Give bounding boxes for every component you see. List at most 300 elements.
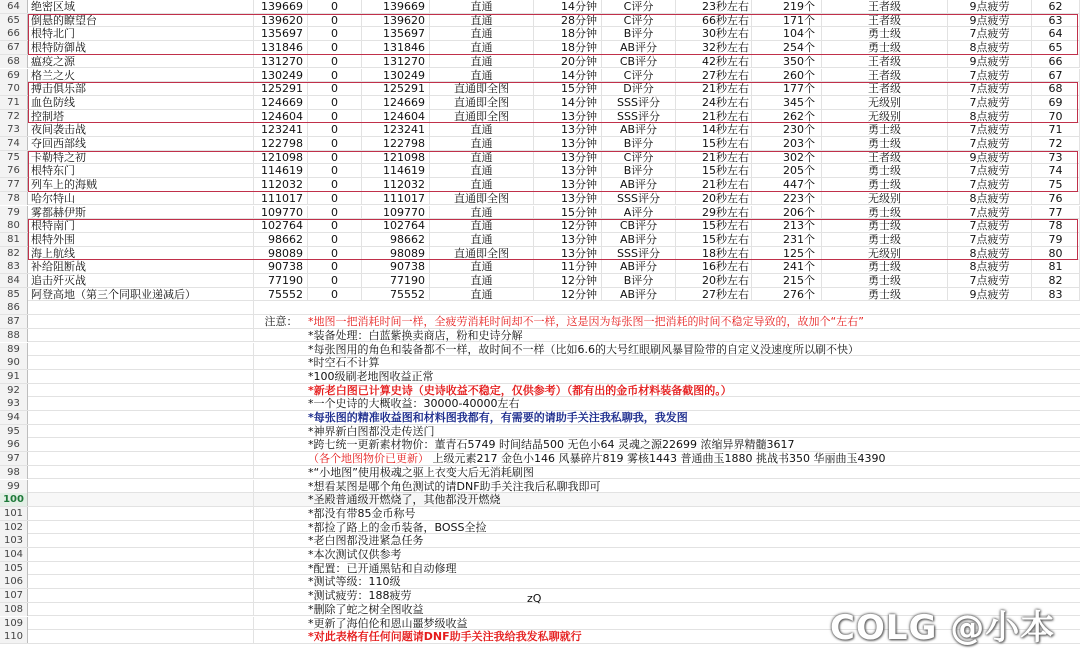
map-name-cell[interactable]: 格兰之火 — [28, 69, 254, 82]
empty-cell[interactable] — [28, 397, 254, 410]
map-name-cell[interactable]: 列车上的海贼 — [28, 178, 254, 191]
tier-cell[interactable]: 勇士级 — [822, 274, 948, 287]
note-text[interactable]: *100级刷老地图收益正常 — [308, 369, 434, 383]
mode-cell[interactable]: 直通 — [430, 55, 534, 68]
grade-cell[interactable]: SSS评分 — [602, 247, 676, 260]
tier-cell[interactable]: 勇士级 — [822, 260, 948, 273]
value-cell[interactable]: 139620 — [254, 14, 308, 27]
row-header[interactable]: 69 — [0, 69, 28, 82]
duration-cell[interactable]: 15分钟 — [534, 206, 602, 219]
grade-cell[interactable]: B评分 — [602, 274, 676, 287]
rank-cell[interactable]: 70 — [1032, 110, 1080, 123]
fatigue-cell[interactable]: 9点疲劳 — [948, 151, 1032, 164]
empty-cell[interactable] — [28, 617, 254, 630]
total-cell[interactable]: 77190 — [362, 274, 430, 287]
hits-cell[interactable]: 171个 — [752, 14, 822, 27]
fatigue-cell[interactable]: 7点疲劳 — [948, 69, 1032, 82]
hits-cell[interactable]: 260个 — [752, 69, 822, 82]
hits-cell[interactable]: 219个 — [752, 0, 822, 13]
zero-cell[interactable]: 0 — [308, 192, 362, 205]
hits-cell[interactable]: 302个 — [752, 151, 822, 164]
tier-cell[interactable]: 无级别 — [822, 192, 948, 205]
map-name-cell[interactable]: 阿登高地（第三个同职业递减后） — [28, 288, 254, 301]
note-text[interactable]: *圣殿普通级开燃烧了，其他都没开燃烧 — [308, 493, 501, 507]
map-name-cell[interactable]: 搏击俱乐部 — [28, 82, 254, 95]
note-text[interactable]: *测试疲劳：188疲劳 — [308, 589, 412, 603]
row-header[interactable]: 92 — [0, 384, 28, 397]
map-name-cell[interactable]: 追击歼灭战 — [28, 274, 254, 287]
duration-cell[interactable]: 12分钟 — [534, 219, 602, 232]
fatigue-cell[interactable]: 7点疲劳 — [948, 27, 1032, 40]
map-name-cell[interactable]: 补给阻断战 — [28, 260, 254, 273]
empty-cell[interactable] — [28, 521, 254, 534]
fatigue-cell[interactable]: 9点疲劳 — [948, 0, 1032, 13]
mode-cell[interactable]: 直通 — [430, 206, 534, 219]
duration-cell[interactable]: 20分钟 — [534, 55, 602, 68]
zero-cell[interactable]: 0 — [308, 14, 362, 27]
row-header[interactable]: 93 — [0, 397, 28, 410]
row-header[interactable]: 83 — [0, 260, 28, 273]
total-cell[interactable]: 90738 — [362, 260, 430, 273]
zero-cell[interactable]: 0 — [308, 137, 362, 150]
row-header[interactable]: 94 — [0, 411, 28, 424]
grade-cell[interactable]: C评分 — [602, 14, 676, 27]
mode-cell[interactable]: 直通 — [430, 27, 534, 40]
value-cell[interactable]: 112032 — [254, 178, 308, 191]
total-cell[interactable]: 131270 — [362, 55, 430, 68]
note-text[interactable]: *配置：已开通黑钻和自动修理 — [308, 561, 457, 575]
zero-cell[interactable]: 0 — [308, 206, 362, 219]
value-cell[interactable]: 135697 — [254, 27, 308, 40]
fatigue-cell[interactable]: 7点疲劳 — [948, 233, 1032, 246]
clear-time-cell[interactable]: 24秒左右 — [676, 96, 752, 109]
map-name-cell[interactable]: 海上航线 — [28, 247, 254, 260]
map-name-cell[interactable]: 绝密区域 — [28, 0, 254, 13]
value-cell[interactable]: 102764 — [254, 219, 308, 232]
value-cell[interactable]: 90738 — [254, 260, 308, 273]
row-header[interactable]: 81 — [0, 233, 28, 246]
mode-cell[interactable]: 直通 — [430, 219, 534, 232]
total-cell[interactable]: 131846 — [362, 41, 430, 54]
note-text[interactable]: *每张图用的角色和装备都不一样，故时间不一样（比如6.6的大号红眼刷风暴冒险带的自定义没速度所以刷不快） — [308, 342, 859, 356]
tier-cell[interactable]: 王者级 — [822, 69, 948, 82]
row-header[interactable]: 71 — [0, 96, 28, 109]
rank-cell[interactable]: 79 — [1032, 233, 1080, 246]
clear-time-cell[interactable]: 14秒左右 — [676, 123, 752, 136]
zero-cell[interactable]: 0 — [308, 123, 362, 136]
rank-cell[interactable]: 73 — [1032, 151, 1080, 164]
zero-cell[interactable]: 0 — [308, 27, 362, 40]
rank-cell[interactable]: 77 — [1032, 206, 1080, 219]
value-cell[interactable]: 131846 — [254, 41, 308, 54]
clear-time-cell[interactable]: 23秒左右 — [676, 0, 752, 13]
fatigue-cell[interactable]: 7点疲劳 — [948, 82, 1032, 95]
tier-cell[interactable]: 勇士级 — [822, 137, 948, 150]
row-header[interactable]: 67 — [0, 41, 28, 54]
value-cell[interactable]: 122798 — [254, 137, 308, 150]
fatigue-cell[interactable]: 8点疲劳 — [948, 247, 1032, 260]
clear-time-cell[interactable]: 27秒左右 — [676, 69, 752, 82]
rank-cell[interactable]: 75 — [1032, 178, 1080, 191]
hits-cell[interactable]: 230个 — [752, 123, 822, 136]
clear-time-cell[interactable]: 30秒左右 — [676, 27, 752, 40]
empty-cell[interactable] — [28, 534, 254, 547]
grade-cell[interactable]: D评分 — [602, 82, 676, 95]
map-name-cell[interactable]: 血色防线 — [28, 96, 254, 109]
mode-cell[interactable]: 直通 — [430, 14, 534, 27]
mode-cell[interactable]: 直通即全图 — [430, 247, 534, 260]
note-text[interactable]: *时空石不计算 — [308, 356, 380, 370]
note-text[interactable]: *新老白图已计算史诗（史诗收益不稳定，仅供参考）（都有出的金币材料装备截图的。） — [308, 383, 732, 397]
grade-cell[interactable]: CB评分 — [602, 219, 676, 232]
row-header[interactable]: 72 — [0, 110, 28, 123]
map-name-cell[interactable]: 根特东门 — [28, 164, 254, 177]
rank-cell[interactable]: 74 — [1032, 164, 1080, 177]
rank-cell[interactable]: 62 — [1032, 0, 1080, 13]
total-cell[interactable]: 135697 — [362, 27, 430, 40]
duration-cell[interactable]: 12分钟 — [534, 288, 602, 301]
note-text[interactable] — [308, 301, 1080, 314]
empty-cell[interactable] — [28, 603, 254, 616]
tier-cell[interactable]: 勇士级 — [822, 123, 948, 136]
row-header[interactable]: 95 — [0, 425, 28, 438]
hits-cell[interactable]: 125个 — [752, 247, 822, 260]
total-cell[interactable]: 139669 — [362, 0, 430, 13]
clear-time-cell[interactable]: 21秒左右 — [676, 82, 752, 95]
mode-cell[interactable]: 直通 — [430, 288, 534, 301]
note-text[interactable]: *地图一把消耗时间一样，全疲劳消耗时间却不一样，这是因为每张图一把消耗的时间不稳定导致的，故加个“左右” — [308, 315, 864, 329]
map-name-cell[interactable]: 控制塔 — [28, 110, 254, 123]
duration-cell[interactable]: 14分钟 — [534, 96, 602, 109]
value-cell[interactable]: 125291 — [254, 82, 308, 95]
grade-cell[interactable]: SSS评分 — [602, 192, 676, 205]
value-cell[interactable]: 131270 — [254, 55, 308, 68]
empty-cell[interactable] — [28, 630, 254, 643]
note-text[interactable]: *一个史诗的大概收益：30000-40000左右 — [308, 397, 520, 411]
grade-cell[interactable]: B评分 — [602, 137, 676, 150]
zero-cell[interactable]: 0 — [308, 110, 362, 123]
row-header[interactable]: 90 — [0, 356, 28, 369]
duration-cell[interactable]: 14分钟 — [534, 69, 602, 82]
hits-cell[interactable]: 104个 — [752, 27, 822, 40]
map-name-cell[interactable]: 夜间袭击战 — [28, 123, 254, 136]
fatigue-cell[interactable]: 7点疲劳 — [948, 274, 1032, 287]
mode-cell[interactable]: 直通即全图 — [430, 110, 534, 123]
tier-cell[interactable]: 王者级 — [822, 82, 948, 95]
mode-cell[interactable]: 直通 — [430, 274, 534, 287]
total-cell[interactable]: 139620 — [362, 14, 430, 27]
row-header[interactable]: 70 — [0, 82, 28, 95]
row-header[interactable]: 98 — [0, 466, 28, 479]
note-text[interactable]: *每张图的精准收益图和材料图我都有，有需要的请助手关注我私聊我，我发图 — [308, 411, 688, 424]
total-cell[interactable]: 124604 — [362, 110, 430, 123]
clear-time-cell[interactable]: 27秒左右 — [676, 288, 752, 301]
clear-time-cell[interactable]: 20秒左右 — [676, 192, 752, 205]
rank-cell[interactable]: 81 — [1032, 260, 1080, 273]
grade-cell[interactable]: AB评分 — [602, 288, 676, 301]
clear-time-cell[interactable]: 16秒左右 — [676, 260, 752, 273]
total-cell[interactable]: 112032 — [362, 178, 430, 191]
note-text[interactable]: *本次测试仅供参考 — [308, 548, 402, 561]
row-header[interactable]: 107 — [0, 589, 28, 602]
hits-cell[interactable]: 350个 — [752, 55, 822, 68]
hits-cell[interactable]: 215个 — [752, 274, 822, 287]
rank-cell[interactable]: 64 — [1032, 27, 1080, 40]
tier-cell[interactable]: 勇士级 — [822, 233, 948, 246]
hits-cell[interactable]: 447个 — [752, 178, 822, 191]
fatigue-cell[interactable]: 7点疲劳 — [948, 178, 1032, 191]
value-cell[interactable]: 139669 — [254, 0, 308, 13]
row-header[interactable]: 64 — [0, 0, 28, 13]
map-name-cell[interactable]: 倒悬的瞭望台 — [28, 14, 254, 27]
mode-cell[interactable]: 直通 — [430, 0, 534, 13]
row-header[interactable]: 99 — [0, 480, 28, 493]
duration-cell[interactable]: 13分钟 — [534, 233, 602, 246]
hits-cell[interactable]: 262个 — [752, 110, 822, 123]
map-name-cell[interactable]: 根特外围 — [28, 233, 254, 246]
note-text[interactable] — [308, 452, 1080, 465]
fatigue-cell[interactable]: 7点疲劳 — [948, 206, 1032, 219]
row-header[interactable]: 97 — [0, 452, 28, 465]
clear-time-cell[interactable]: 21秒左右 — [676, 151, 752, 164]
total-cell[interactable]: 111017 — [362, 192, 430, 205]
total-cell[interactable]: 123241 — [362, 123, 430, 136]
tier-cell[interactable]: 王者级 — [822, 55, 948, 68]
clear-time-cell[interactable]: 15秒左右 — [676, 137, 752, 150]
mode-cell[interactable]: 直通 — [430, 41, 534, 54]
duration-cell[interactable]: 28分钟 — [534, 14, 602, 27]
empty-cell[interactable] — [28, 384, 254, 397]
zero-cell[interactable]: 0 — [308, 0, 362, 13]
empty-cell[interactable] — [28, 425, 254, 438]
mode-cell[interactable]: 直通 — [430, 233, 534, 246]
notes-label[interactable]: 注意： — [264, 315, 298, 329]
row-header[interactable]: 77 — [0, 178, 28, 191]
grade-cell[interactable]: C评分 — [602, 0, 676, 13]
fatigue-cell[interactable]: 9点疲劳 — [948, 55, 1032, 68]
grade-cell[interactable]: AB评分 — [602, 178, 676, 191]
fatigue-cell[interactable]: 9点疲劳 — [948, 288, 1032, 301]
hits-cell[interactable]: 177个 — [752, 82, 822, 95]
row-header[interactable]: 86 — [0, 301, 28, 314]
tier-cell[interactable]: 勇士级 — [822, 27, 948, 40]
duration-cell[interactable]: 13分钟 — [534, 137, 602, 150]
row-header[interactable]: 74 — [0, 137, 28, 150]
duration-cell[interactable]: 13分钟 — [534, 123, 602, 136]
row-header[interactable]: 102 — [0, 521, 28, 534]
zero-cell[interactable]: 0 — [308, 178, 362, 191]
zero-cell[interactable]: 0 — [308, 260, 362, 273]
rank-cell[interactable]: 72 — [1032, 137, 1080, 150]
zero-cell[interactable]: 0 — [308, 69, 362, 82]
mode-cell[interactable]: 直通即全图 — [430, 96, 534, 109]
mode-cell[interactable]: 直通 — [430, 260, 534, 273]
total-cell[interactable]: 102764 — [362, 219, 430, 232]
hits-cell[interactable]: 203个 — [752, 137, 822, 150]
hits-cell[interactable]: 231个 — [752, 233, 822, 246]
empty-cell[interactable] — [28, 356, 254, 369]
note-text[interactable]: *测试等级：110级 — [308, 575, 401, 589]
hits-cell[interactable]: 205个 — [752, 164, 822, 177]
note-text[interactable]: *装备处理：白蓝紫换卖商店，粉和史诗分解 — [308, 328, 523, 342]
empty-cell[interactable] — [28, 438, 254, 451]
fatigue-cell[interactable]: 8点疲劳 — [948, 41, 1032, 54]
empty-cell[interactable] — [28, 575, 254, 588]
row-header[interactable]: 65 — [0, 14, 28, 27]
duration-cell[interactable]: 18分钟 — [534, 41, 602, 54]
tier-cell[interactable]: 勇士级 — [822, 219, 948, 232]
row-header[interactable]: 101 — [0, 507, 28, 520]
map-name-cell[interactable]: 瘟疫之源 — [28, 55, 254, 68]
row-header[interactable]: 80 — [0, 219, 28, 232]
clear-time-cell[interactable]: 15秒左右 — [676, 233, 752, 246]
mode-cell[interactable]: 直通 — [430, 164, 534, 177]
empty-cell[interactable] — [28, 452, 254, 465]
tier-cell[interactable]: 勇士级 — [822, 288, 948, 301]
clear-time-cell[interactable]: 20秒左右 — [676, 274, 752, 287]
map-name-cell[interactable]: 根特南门 — [28, 219, 254, 232]
row-header[interactable]: 87 — [0, 315, 28, 328]
fatigue-cell[interactable]: 7点疲劳 — [948, 219, 1032, 232]
clear-time-cell[interactable]: 18秒左右 — [676, 247, 752, 260]
total-cell[interactable]: 114619 — [362, 164, 430, 177]
tier-cell[interactable]: 勇士级 — [822, 178, 948, 191]
duration-cell[interactable]: 13分钟 — [534, 178, 602, 191]
value-cell[interactable]: 124669 — [254, 96, 308, 109]
fatigue-cell[interactable]: 8点疲劳 — [948, 110, 1032, 123]
clear-time-cell[interactable]: 32秒左右 — [676, 41, 752, 54]
clear-time-cell[interactable]: 66秒左右 — [676, 14, 752, 27]
row-header[interactable]: 89 — [0, 343, 28, 356]
value-cell[interactable]: 114619 — [254, 164, 308, 177]
row-header[interactable]: 108 — [0, 603, 28, 616]
empty-cell[interactable] — [28, 370, 254, 383]
hits-cell[interactable]: 345个 — [752, 96, 822, 109]
value-cell[interactable]: 109770 — [254, 206, 308, 219]
duration-cell[interactable]: 15分钟 — [534, 82, 602, 95]
value-cell[interactable]: 98089 — [254, 247, 308, 260]
zero-cell[interactable]: 0 — [308, 82, 362, 95]
value-cell[interactable]: 123241 — [254, 123, 308, 136]
row-header[interactable]: 75 — [0, 151, 28, 164]
total-cell[interactable]: 122798 — [362, 137, 430, 150]
rank-cell[interactable]: 76 — [1032, 192, 1080, 205]
grade-cell[interactable]: AB评分 — [602, 41, 676, 54]
note-text[interactable]: *都捡了路上的金币装备，BOSS全捡 — [308, 520, 487, 534]
empty-cell[interactable] — [28, 329, 254, 342]
tier-cell[interactable]: 王者级 — [822, 151, 948, 164]
empty-cell[interactable] — [28, 507, 254, 520]
row-header[interactable]: 76 — [0, 164, 28, 177]
rank-cell[interactable]: 65 — [1032, 41, 1080, 54]
row-header[interactable]: 66 — [0, 27, 28, 40]
duration-cell[interactable]: 12分钟 — [534, 274, 602, 287]
total-cell[interactable]: 75552 — [362, 288, 430, 301]
tier-cell[interactable]: 王者级 — [822, 0, 948, 13]
note-text[interactable]: *跨七统一更新素材物价：董青石5749 时间结晶500 无色小64 灵魂之源22699 浓缩异界精髓3617 — [308, 438, 795, 452]
value-cell[interactable]: 98662 — [254, 233, 308, 246]
grade-cell[interactable]: B评分 — [602, 164, 676, 177]
rank-cell[interactable]: 83 — [1032, 288, 1080, 301]
total-cell[interactable]: 125291 — [362, 82, 430, 95]
fatigue-cell[interactable]: 7点疲劳 — [948, 96, 1032, 109]
value-cell[interactable]: 121098 — [254, 151, 308, 164]
hits-cell[interactable]: 223个 — [752, 192, 822, 205]
row-header[interactable]: 88 — [0, 329, 28, 342]
duration-cell[interactable]: 14分钟 — [534, 0, 602, 13]
mode-cell[interactable]: 直通即全图 — [430, 192, 534, 205]
zero-cell[interactable]: 0 — [308, 233, 362, 246]
grade-cell[interactable]: C评分 — [602, 151, 676, 164]
zero-cell[interactable]: 0 — [308, 288, 362, 301]
fatigue-cell[interactable]: 7点疲劳 — [948, 164, 1032, 177]
mode-cell[interactable]: 直通即全图 — [430, 82, 534, 95]
rank-cell[interactable]: 78 — [1032, 219, 1080, 232]
tier-cell[interactable]: 王者级 — [822, 14, 948, 27]
empty-cell[interactable] — [28, 466, 254, 479]
empty-cell[interactable] — [28, 301, 254, 314]
row-header[interactable]: 100 — [0, 493, 28, 506]
note-text[interactable]: *“小地图”使用极魂之驱上衣变大后无消耗刷图 — [308, 465, 534, 479]
note-text[interactable]: *神界新白图都没走传送门 — [308, 424, 435, 438]
clear-time-cell[interactable]: 21秒左右 — [676, 110, 752, 123]
duration-cell[interactable]: 13分钟 — [534, 164, 602, 177]
grade-cell[interactable]: AB评分 — [602, 123, 676, 136]
rank-cell[interactable]: 66 — [1032, 55, 1080, 68]
hits-cell[interactable]: 206个 — [752, 206, 822, 219]
total-cell[interactable]: 98089 — [362, 247, 430, 260]
tier-cell[interactable]: 勇士级 — [822, 41, 948, 54]
rank-cell[interactable]: 63 — [1032, 14, 1080, 27]
row-header[interactable]: 96 — [0, 438, 28, 451]
mode-cell[interactable]: 直通 — [430, 137, 534, 150]
grade-cell[interactable]: SSS评分 — [602, 110, 676, 123]
total-cell[interactable]: 109770 — [362, 206, 430, 219]
clear-time-cell[interactable]: 15秒左右 — [676, 219, 752, 232]
mode-cell[interactable]: 直通 — [430, 178, 534, 191]
tier-cell[interactable]: 勇士级 — [822, 206, 948, 219]
empty-cell[interactable] — [28, 548, 254, 561]
hits-cell[interactable]: 241个 — [752, 260, 822, 273]
zero-cell[interactable]: 0 — [308, 151, 362, 164]
mode-cell[interactable]: 直通 — [430, 151, 534, 164]
row-header[interactable]: 109 — [0, 617, 28, 630]
row-header[interactable]: 78 — [0, 192, 28, 205]
map-name-cell[interactable]: 夺回西部线 — [28, 137, 254, 150]
row-header[interactable]: 91 — [0, 370, 28, 383]
clear-time-cell[interactable]: 15秒左右 — [676, 164, 752, 177]
row-header[interactable]: 73 — [0, 123, 28, 136]
zero-cell[interactable]: 0 — [308, 219, 362, 232]
hits-cell[interactable]: 276个 — [752, 288, 822, 301]
fatigue-cell[interactable]: 9点疲劳 — [948, 14, 1032, 27]
empty-cell[interactable] — [28, 343, 254, 356]
empty-cell[interactable] — [28, 493, 254, 506]
grade-cell[interactable]: CB评分 — [602, 55, 676, 68]
tier-cell[interactable]: 无级别 — [822, 96, 948, 109]
rank-cell[interactable]: 67 — [1032, 69, 1080, 82]
grade-cell[interactable]: C评分 — [602, 69, 676, 82]
tier-cell[interactable]: 无级别 — [822, 247, 948, 260]
grade-cell[interactable]: B评分 — [602, 27, 676, 40]
total-cell[interactable]: 98662 — [362, 233, 430, 246]
grade-cell[interactable]: AB评分 — [602, 233, 676, 246]
row-header[interactable]: 85 — [0, 288, 28, 301]
zero-cell[interactable]: 0 — [308, 55, 362, 68]
empty-cell[interactable] — [28, 480, 254, 493]
mode-cell[interactable]: 直通 — [430, 123, 534, 136]
fatigue-cell[interactable]: 8点疲劳 — [948, 260, 1032, 273]
